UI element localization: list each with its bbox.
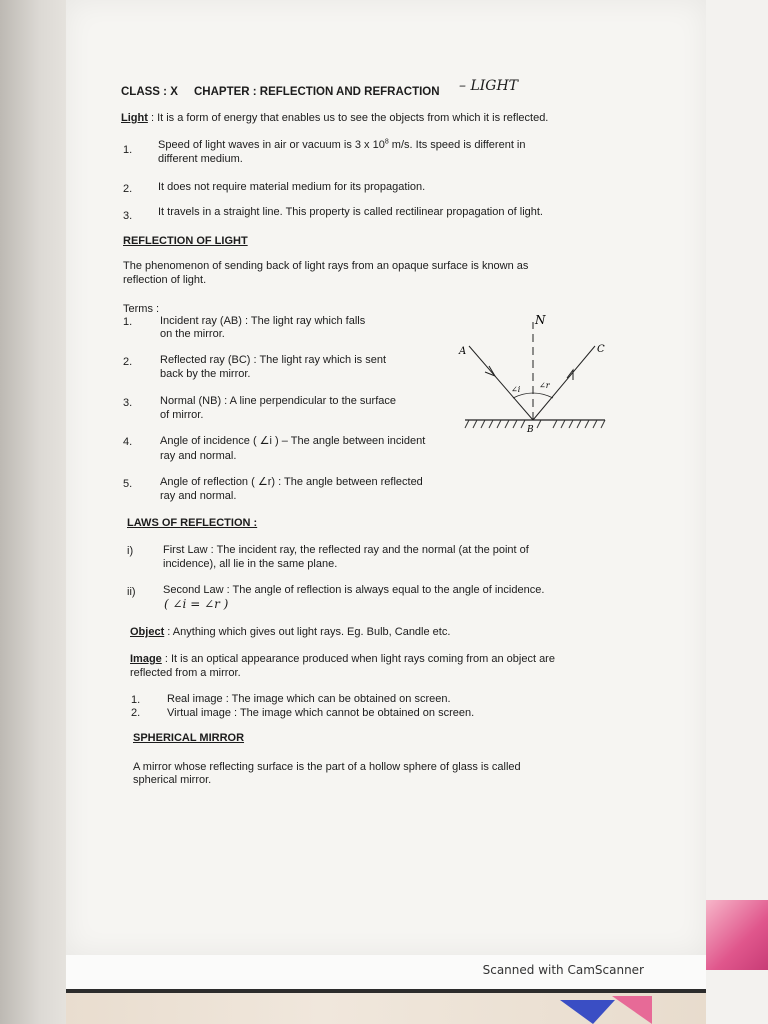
laws-heading: LAWS OF REFLECTION : bbox=[127, 517, 258, 529]
terms-label: Terms : bbox=[123, 303, 160, 315]
term-number: 5. bbox=[123, 478, 133, 490]
term-line2: ray and normal. bbox=[160, 450, 237, 462]
image-type-number: 1. bbox=[131, 694, 141, 706]
page-right-margin bbox=[706, 0, 768, 1024]
law-number: i) bbox=[127, 545, 134, 557]
image-definition-line1 bbox=[130, 653, 555, 666]
image-type-number: 2. bbox=[131, 707, 141, 719]
law-line2: incidence), all lie in the same plane. bbox=[163, 558, 338, 570]
scan-under-band bbox=[66, 993, 706, 1024]
law-formula: ( ∠i = ∠r ) bbox=[164, 597, 229, 611]
light-point-line bbox=[158, 139, 526, 152]
light-point-line2: different medium. bbox=[158, 153, 243, 165]
term-line2: of mirror. bbox=[160, 409, 204, 421]
exponent: 8 bbox=[384, 138, 389, 146]
term-line2: on the mirror. bbox=[160, 328, 225, 340]
label-a: A bbox=[459, 346, 467, 357]
class-label: CLASS : X bbox=[121, 86, 178, 98]
light-point-line: It travels in a straight line. This property is called rectilinear propagation of light. bbox=[158, 206, 543, 218]
light-point-text: Speed of light waves in air or vacuum is 3 x 10 bbox=[158, 139, 385, 151]
chapter-title: CHAPTER : REFLECTION AND REFRACTION bbox=[194, 86, 440, 98]
law-line1: Second Law : The angle of reflection is always equal to the angle of incidence. bbox=[163, 584, 545, 596]
light-definition bbox=[121, 112, 548, 125]
light-point-number: 1. bbox=[123, 144, 133, 156]
term-line1: Incident ray (AB) : The light ray which falls bbox=[160, 315, 366, 327]
image-definition-text: : It is an optical appearance produced when light rays coming from an object are bbox=[164, 653, 555, 665]
handwritten-chapter-suffix: – LIGHT bbox=[459, 78, 519, 94]
term-line2: back by the mirror. bbox=[160, 368, 251, 380]
object-definition bbox=[130, 626, 450, 639]
term-number: 1. bbox=[123, 316, 133, 328]
mirror-hatching bbox=[465, 420, 605, 428]
label-angle-i: ∠i bbox=[511, 385, 521, 394]
label-angle-r: ∠r bbox=[539, 381, 550, 390]
label-n: N bbox=[535, 313, 546, 327]
light-point-line: It does not require material medium for its propagation. bbox=[158, 181, 426, 193]
spherical-definition-line2: spherical mirror. bbox=[133, 774, 212, 786]
light-term: Light bbox=[121, 112, 148, 124]
object-term: Object bbox=[130, 626, 165, 638]
term-line1: Angle of reflection ( ∠r) : The angle between reflected bbox=[160, 476, 423, 488]
light-point-number: 2. bbox=[123, 183, 133, 195]
reflection-definition-line2: reflection of light. bbox=[123, 274, 207, 286]
reflection-diagram bbox=[455, 308, 615, 438]
scanner-watermark: Scanned with CamScanner bbox=[482, 963, 644, 977]
term-line1: Normal (NB) : A line perpendicular to the surface bbox=[160, 395, 397, 407]
label-c: C bbox=[597, 344, 605, 355]
term-line1: Angle of incidence ( ∠i ) – The angle between incident bbox=[160, 435, 426, 447]
image-type-text: Real image : The image which can be obtained on screen. bbox=[167, 693, 451, 705]
reflection-heading: REFLECTION OF LIGHT bbox=[123, 235, 248, 247]
term-number: 4. bbox=[123, 436, 133, 448]
image-type-text: Virtual image : The image which cannot be obtained on screen. bbox=[167, 707, 475, 719]
law-line1: First Law : The incident ray, the reflected ray and the normal (at the point of bbox=[163, 544, 529, 556]
image-definition-line2: reflected from a mirror. bbox=[130, 667, 241, 679]
term-line2: ray and normal. bbox=[160, 490, 237, 502]
term-number: 3. bbox=[123, 397, 133, 409]
page-left-shadow bbox=[0, 0, 66, 1024]
law-number: ii) bbox=[127, 586, 136, 598]
light-point-text-end: m/s. Its speed is different in bbox=[388, 139, 526, 151]
image-term: Image bbox=[130, 653, 162, 665]
term-number: 2. bbox=[123, 356, 133, 368]
term-line1: Reflected ray (BC) : The light ray which is sent bbox=[160, 354, 386, 366]
object-definition-text: : Anything which gives out light rays. Eg. Bulb, Candle etc. bbox=[167, 626, 451, 638]
incident-ray bbox=[469, 346, 533, 420]
spherical-heading: SPHERICAL MIRROR bbox=[133, 732, 245, 744]
label-b: B bbox=[527, 425, 534, 435]
spherical-definition-line1: A mirror whose reflecting surface is the part of a hollow sphere of glass is called bbox=[133, 761, 521, 773]
pink-cover-corner bbox=[706, 900, 768, 970]
light-point-number: 3. bbox=[123, 210, 133, 222]
light-definition-text: : It is a form of energy that enables us to see the objects from which it is reflected. bbox=[150, 112, 549, 124]
reflection-definition-line1: The phenomenon of sending back of light rays from an opaque surface is known as bbox=[123, 260, 529, 272]
